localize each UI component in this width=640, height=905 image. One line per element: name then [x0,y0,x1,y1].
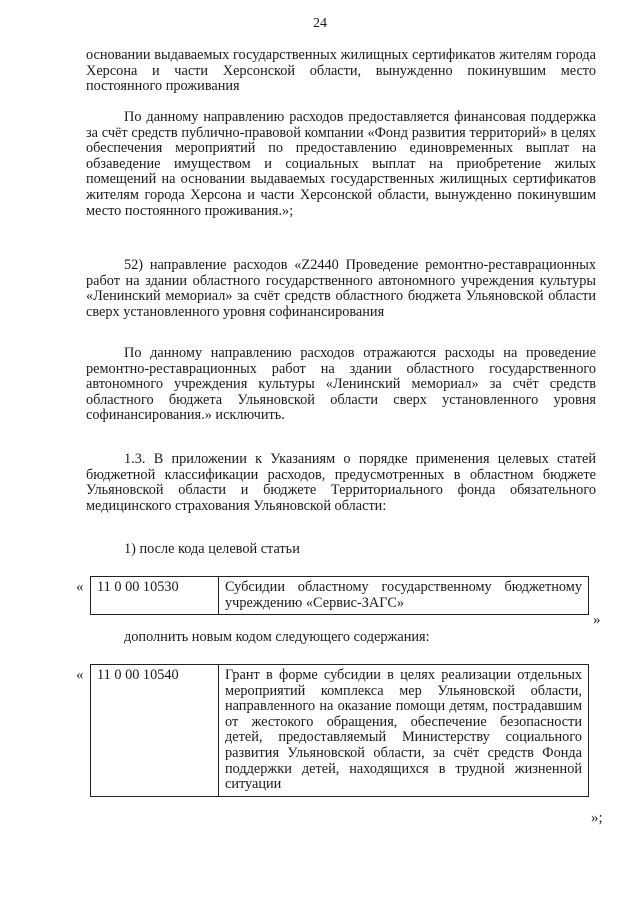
paragraph-after-code: 1) после кода целевой статьи [124,541,300,557]
paragraph-funding-support: По данному направлению расходов предоставляется финансовая поддержка за счёт средств публично-правовой компании «Фонд развития территорий» в целях обеспечения мероприятий по предоставлению единовременных выплат на обзаведение имуществом и социальных выплат на приобретение жилых помещений на основании выдаваемых государственных жилищных сертификатов жителям города Херсона и части Херсонской области, вынужденно покинувшим место постоянного проживания.»; [86,109,596,219]
paragraph-continuation: основании выдаваемых государственных жилищных сертификатов жителям города Херсона и части Херсонской области, вынужденно покинувшим место постоянного проживания [86,47,596,95]
paragraph-item-52: 52) направление расходов «Z2440 Проведение ремонтно-реставрационных работ на здании областного государственного автономного учреждения культуры «Ленинский мемориал» за счёт средств областного бюджета Ульяновской области сверх установленного уровня софинансирования [86,257,596,320]
table2-open-quote: « [76,667,84,683]
table1-description-cell: Субсидии областному государственному бюджетному учреждению «Сервис-ЗАГС» [225,579,582,611]
page-number: 24 [313,16,327,31]
table1-code-cell: 11 0 00 10530 [91,577,219,614]
table2-description-cell: Грант в форме субсидии в целях реализации отдельных мероприятий комплекса мер Ульяновской области, направленного на оказание помощи детям, пострадавшим от жестокого обращения, обеспечение безопасности детей, предоставляемый Министерству социального развития Ульяновской области, за счёт средств Фонда поддержки детей, находящихся в трудной жизненной ситуации [225,667,582,793]
paragraph-item-52-description: По данному направлению расходов отражаются расходы на проведение ремонтно-реставрационных работ на здании областного государственного автономного учреждения культуры «Ленинский мемориал» за счёт средств областного бюджета Ульяновской области сверх установленного уровня софинансирования.» исключить. [86,345,596,424]
table2-close-quote: »; [591,810,603,826]
table1-close-quote: » [593,612,601,628]
table-new-code [90,664,589,797]
table1-open-quote: « [76,579,84,595]
table-existing-code [90,576,589,615]
paragraph-add-new-code: дополнить новым кодом следующего содержания: [124,629,430,645]
table2-code-cell: 11 0 00 10540 [91,665,219,796]
paragraph-section-1-3: 1.3. В приложении к Указаниям о порядке применения целевых статей бюджетной классификации расходов, предусмотренных в областном бюджете Ульяновской области и бюджете Территориального фонда обязательного медицинского страхования Ульяновской области: [86,451,596,514]
